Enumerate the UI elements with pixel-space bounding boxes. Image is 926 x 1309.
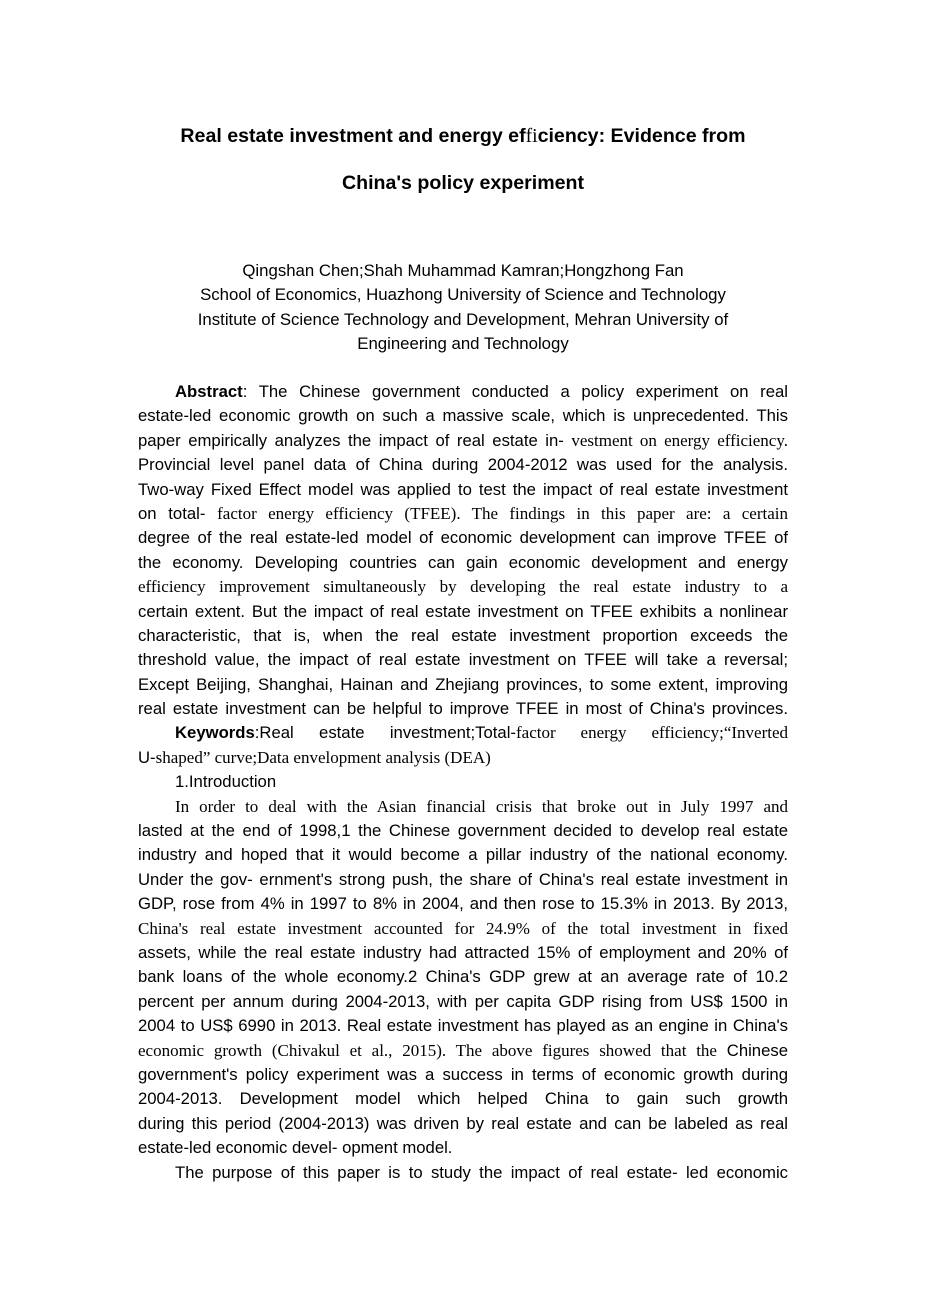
text-line bbox=[138, 1161, 788, 1185]
text-run: lasted at the end of 1998,1 the Chinese government decided to develop real estate bbox=[138, 821, 788, 841]
text-run: 1.Introduction bbox=[175, 772, 277, 792]
section-heading-introduction bbox=[138, 770, 788, 794]
text-run: Abstract bbox=[175, 382, 243, 401]
text-run: industry and hoped that it would become a pillar industry of the national economy. bbox=[138, 845, 788, 865]
text-line bbox=[138, 795, 788, 819]
text-run: on total- bbox=[138, 503, 218, 523]
byline-block bbox=[138, 259, 788, 357]
text-run: threshold value, the impact of real estate investment on TFEE will take a reversal; bbox=[138, 650, 788, 670]
text-line bbox=[138, 1014, 788, 1038]
text-line bbox=[138, 868, 788, 892]
text-run: Provincial level panel data of China during 2004-2012 was used for the analysis. bbox=[138, 455, 788, 475]
text-line bbox=[138, 429, 788, 453]
text-run: characteristic, that is, when the real estate investment proportion exceeds the bbox=[138, 625, 788, 645]
text-run: estate-led economic devel- opment model. bbox=[138, 1138, 453, 1158]
text-run: the economy. Developing countries can gain economic development and energy bbox=[138, 552, 788, 572]
title-line bbox=[138, 113, 788, 160]
text-line bbox=[138, 1087, 788, 1111]
text-run: Keywords bbox=[175, 723, 255, 743]
text-run: assets, while the real estate industry had attracted 15% of employment and 20% of bbox=[138, 942, 788, 962]
text-run: estate-led economic growth on such a massive scale, which is unprecedented. This bbox=[138, 406, 788, 426]
text-run: 2004-2013. Development model which helped China to gain such growth bbox=[138, 1089, 788, 1109]
text-run: ciency: Evidence from bbox=[537, 125, 746, 147]
text-line bbox=[138, 380, 788, 404]
text-run: GDP, rose from 4% in 1997 to 8% in 2004, and then rose to 15.3% in 2013. By 2013, bbox=[138, 894, 788, 914]
text-line bbox=[138, 600, 788, 624]
text-line bbox=[138, 892, 788, 916]
text-run: The purpose of this paper is to study the impact of real estate- led economic bbox=[175, 1162, 788, 1182]
text-line bbox=[138, 746, 788, 770]
affiliation-line: Engineering and Technology bbox=[357, 334, 569, 354]
text-run: percent per annum during 2004-2013, with per capita GDP rising from US$ 1500 in bbox=[138, 991, 788, 1011]
text-line bbox=[138, 1112, 788, 1136]
text-run: Real estate investment and energy ef bbox=[180, 125, 526, 147]
text-run: degree of the real estate-led model of economic development can improve TFEE of bbox=[138, 528, 788, 548]
text-run: : The Chinese government conducted a policy experiment on real bbox=[242, 382, 788, 401]
title-line bbox=[138, 160, 788, 207]
text-line bbox=[138, 965, 788, 989]
text-line bbox=[138, 843, 788, 867]
text-run: factor energy efficiency (TFEE). The findings in this paper are: a certain bbox=[217, 503, 788, 523]
text-run: certain extent. But the impact of real estate investment on TFEE exhibits a nonlinear bbox=[138, 601, 788, 621]
purpose-paragraph bbox=[138, 1161, 788, 1185]
text-line bbox=[138, 624, 788, 648]
text-run: bank loans of the whole economy.2 China's GDP grew at an average rate of 10.2 bbox=[138, 967, 788, 987]
text-run: vestment on energy efficiency. bbox=[571, 430, 788, 450]
text-run: during this period (2004-2013) was driven by real estate and can be labeled as real bbox=[138, 1113, 788, 1133]
authors-line: Qingshan Chen;Shah Muhammad Kamran;Hongzhong Fan bbox=[242, 261, 684, 280]
text-run: Except Beijing, Shanghai, Hainan and Zhejiang provinces, to some extent, improving bbox=[138, 674, 788, 694]
text-run: fi bbox=[525, 126, 538, 147]
text-line bbox=[138, 819, 788, 843]
text-line bbox=[138, 648, 788, 672]
keywords-paragraph bbox=[138, 721, 788, 770]
text-run: efficiency improvement simultaneously by developing the real estate industry to a bbox=[138, 577, 788, 597]
text-line bbox=[138, 917, 788, 941]
text-line bbox=[138, 551, 788, 575]
text-line bbox=[138, 575, 788, 599]
text-run: factor energy efficiency;“Inverted bbox=[515, 723, 788, 743]
text-line bbox=[138, 1063, 788, 1087]
text-run: government's policy experiment was a success in terms of economic growth during bbox=[138, 1064, 788, 1084]
text-line bbox=[138, 478, 788, 502]
text-run: U- bbox=[138, 747, 156, 767]
text-line bbox=[138, 526, 788, 550]
text-line bbox=[138, 1136, 788, 1160]
text-line bbox=[138, 673, 788, 697]
text-run: shaped” curve;Data envelopment analysis (DEA) bbox=[155, 747, 491, 767]
text-run: 2004 to US$ 6990 in 2013. Real estate investment has played as an engine in China's bbox=[138, 1016, 788, 1036]
paper-body bbox=[138, 380, 788, 1185]
text-line bbox=[138, 453, 788, 477]
affiliation-line: School of Economics, Huazhong University of Science and Technology bbox=[200, 285, 726, 305]
text-run: Chinese bbox=[726, 1040, 788, 1060]
text-run: real estate investment can be helpful to improve TFEE in most of China's provinces. bbox=[138, 699, 788, 719]
text-run: In order to deal with the Asian financial crisis that broke out in July 1997 and bbox=[175, 796, 788, 816]
text-run: paper empirically analyzes the impact of real estate in- bbox=[138, 430, 572, 450]
text-line bbox=[138, 990, 788, 1014]
affiliation-line: Institute of Science Technology and Development, Mehran University of bbox=[197, 309, 729, 329]
text-line bbox=[138, 404, 788, 428]
text-line bbox=[138, 502, 788, 526]
text-run: China's policy experiment bbox=[341, 172, 585, 194]
text-line bbox=[138, 941, 788, 965]
text-run: economic growth (Chivakul et al., 2015). The above figures showed that the bbox=[138, 1040, 727, 1060]
text-line bbox=[138, 1039, 788, 1063]
text-run: Under the gov- ernment's strong push, the share of China's real estate investment in bbox=[138, 869, 788, 889]
text-run: China's real estate investment accounted for 24.9% of the total investment in fixed bbox=[138, 918, 788, 938]
paper-title bbox=[138, 113, 788, 207]
text-line bbox=[138, 697, 788, 721]
introduction-paragraph bbox=[138, 795, 788, 1161]
text-line bbox=[138, 721, 788, 745]
text-line bbox=[138, 770, 788, 794]
text-run: Two-way Fixed Effect model was applied to test the impact of real estate investment bbox=[138, 479, 788, 499]
text-run: :Real estate investment;Total- bbox=[254, 723, 516, 743]
abstract-paragraph bbox=[138, 380, 788, 721]
